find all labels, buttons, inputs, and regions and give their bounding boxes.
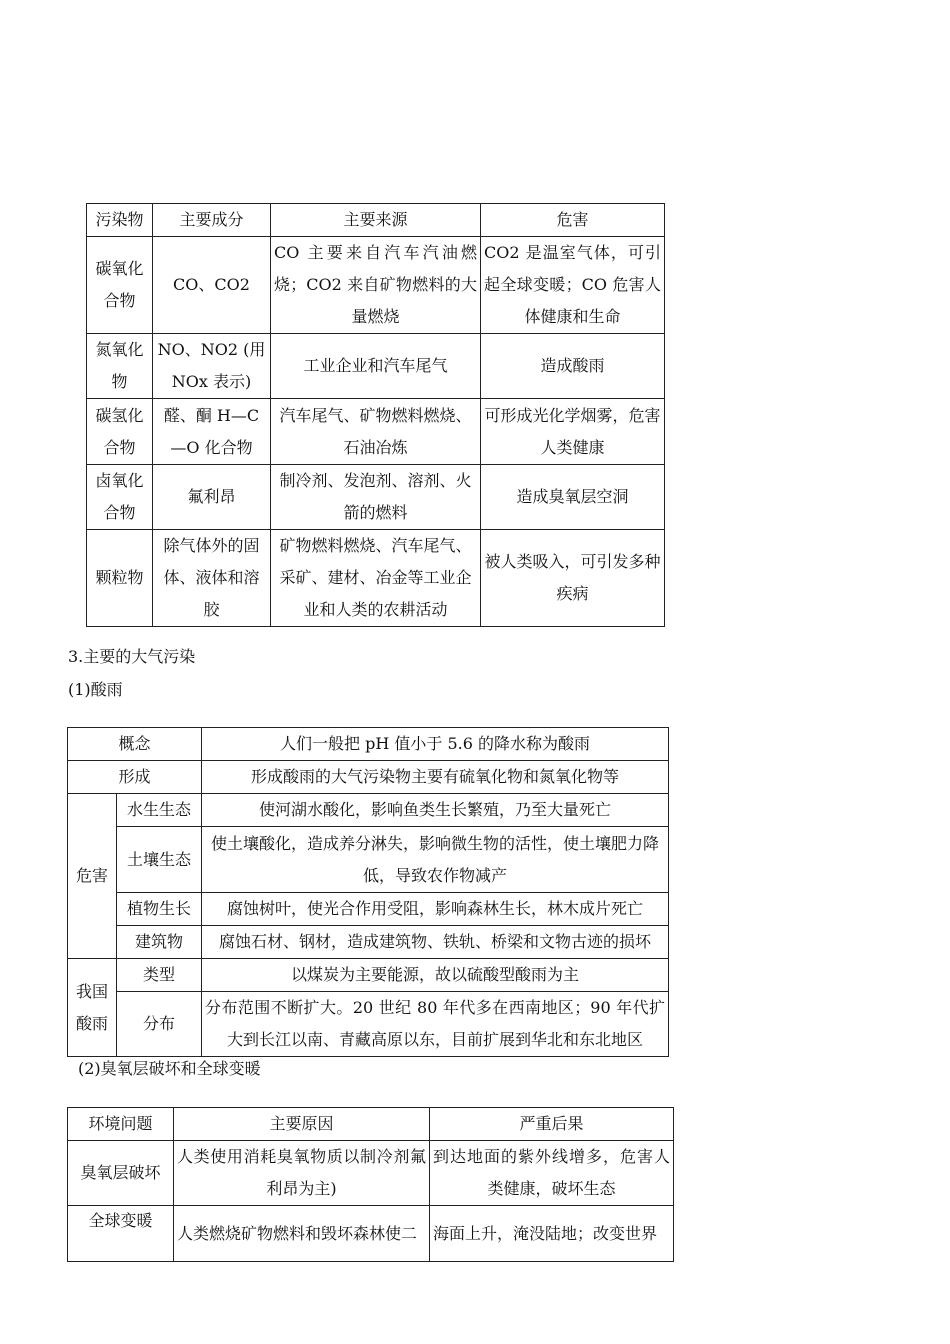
harm-cell: 被人类吸入，可引发多种疾病 xyxy=(481,530,665,627)
table-row xyxy=(68,728,669,761)
china-acid-rain-label: 我国酸雨 xyxy=(68,959,117,1057)
pollutant-table xyxy=(86,203,665,627)
source-cell: 制冷剂、发泡剂、溶剂、火箭的燃料 xyxy=(271,465,481,530)
distribution-text: 分布范围不断扩大。20 世纪 80 年代多在西南地区；90 年代扩大到长江以南、青藏高原以东，目前扩展到华北和东北地区 xyxy=(202,992,669,1057)
header-pollutant: 污染物 xyxy=(87,204,153,237)
table-row xyxy=(68,926,669,959)
harm-text: 腐蚀石材、钢材，造成建筑物、铁轨、桥梁和文物古迹的损坏 xyxy=(202,926,669,959)
harm-subcategory: 水生生态 xyxy=(117,794,202,827)
ozone-warming-table xyxy=(67,1107,674,1262)
issue-cell: 全球变暖 xyxy=(68,1206,174,1262)
component-cell: 除气体外的固体、液体和溶胶 xyxy=(153,530,271,627)
header-component: 主要成分 xyxy=(153,204,271,237)
pollutant-cell: 氮氧化物 xyxy=(87,334,153,399)
table-row xyxy=(87,399,665,465)
pollutant-cell: 颗粒物 xyxy=(87,530,153,627)
table-header-row xyxy=(87,204,665,237)
component-cell: NO、NO2 (用 NOx 表示) xyxy=(153,334,271,399)
header-effect: 严重后果 xyxy=(430,1108,674,1141)
harm-cell: 造成臭氧层空洞 xyxy=(481,465,665,530)
table-row xyxy=(87,237,665,334)
harm-cell: CO2 是温室气体，可引起全球变暖；CO 危害人体健康和生命 xyxy=(481,237,665,334)
formation-text: 形成酸雨的大气污染物主要有硫氧化物和氮氧化物等 xyxy=(202,761,669,794)
harm-subcategory: 植物生长 xyxy=(117,893,202,926)
component-cell: 氟利昂 xyxy=(153,465,271,530)
section-heading-major-pollution: 3.主要的大气污染 xyxy=(68,647,196,666)
subheading-acid-rain: (1)酸雨 xyxy=(68,680,123,699)
source-cell: 矿物燃料燃烧、汽车尾气、采矿、建材、冶金等工业企业和人类的农耕活动 xyxy=(271,530,481,627)
harm-cell: 可形成光化学烟雾，危害人类健康 xyxy=(481,399,665,465)
harm-label: 危害 xyxy=(68,794,117,959)
effect-cell: 海面上升，淹没陆地；改变世界 xyxy=(430,1206,674,1262)
table-row xyxy=(68,893,669,926)
subheading-ozone-warming: (2)臭氧层破坏和全球变暖 xyxy=(78,1059,261,1078)
component-cell: CO、CO2 xyxy=(153,237,271,334)
cause-cell: 人类使用消耗臭氧物质以制冷剂氟利昂为主) xyxy=(174,1141,430,1206)
source-cell: 汽车尾气、矿物燃料燃烧、石油冶炼 xyxy=(271,399,481,465)
issue-cell: 臭氧层破坏 xyxy=(68,1141,174,1206)
table-row xyxy=(87,530,665,627)
concept-text: 人们一般把 pH 值小于 5.6 的降水称为酸雨 xyxy=(202,728,669,761)
header-source: 主要来源 xyxy=(271,204,481,237)
harm-text: 使土壤酸化，造成养分淋失，影响微生物的活性，使土壤肥力降低，导致农作物减产 xyxy=(202,827,669,893)
formation-label: 形成 xyxy=(68,761,202,794)
type-label: 类型 xyxy=(117,959,202,992)
source-cell: CO 主要来自汽车汽油燃烧；CO2 来自矿物燃料的大量燃烧 xyxy=(271,237,481,334)
header-issue: 环境问题 xyxy=(68,1108,174,1141)
table-row xyxy=(87,465,665,530)
table-row xyxy=(68,827,669,893)
source-cell: 工业企业和汽车尾气 xyxy=(271,334,481,399)
acid-rain-table xyxy=(67,727,669,1057)
effect-cell: 到达地面的紫外线增多，危害人类健康，破坏生态 xyxy=(430,1141,674,1206)
table-row xyxy=(68,992,669,1057)
table-header-row xyxy=(68,1108,674,1141)
pollutant-cell: 碳氢化合物 xyxy=(87,399,153,465)
table-row xyxy=(68,1206,674,1262)
table-row xyxy=(68,761,669,794)
distribution-label: 分布 xyxy=(117,992,202,1057)
header-harm: 危害 xyxy=(481,204,665,237)
pollutant-cell: 碳氧化合物 xyxy=(87,237,153,334)
pollutant-cell: 卤氧化合物 xyxy=(87,465,153,530)
harm-cell: 造成酸雨 xyxy=(481,334,665,399)
type-text: 以煤炭为主要能源，故以硫酸型酸雨为主 xyxy=(202,959,669,992)
component-cell: 醛、酮 H—C—O 化合物 xyxy=(153,399,271,465)
header-cause: 主要原因 xyxy=(174,1108,430,1141)
harm-subcategory: 土壤生态 xyxy=(117,827,202,893)
harm-text: 使河湖水酸化，影响鱼类生长繁殖，乃至大量死亡 xyxy=(202,794,669,827)
table-row xyxy=(68,959,669,992)
table-row xyxy=(68,1141,674,1206)
concept-label: 概念 xyxy=(68,728,202,761)
cause-cell: 人类燃烧矿物燃料和毁坏森林使二 xyxy=(174,1206,430,1262)
table-row xyxy=(87,334,665,399)
table-row xyxy=(68,794,669,827)
harm-text: 腐蚀树叶，使光合作用受阻，影响森林生长，林木成片死亡 xyxy=(202,893,669,926)
harm-subcategory: 建筑物 xyxy=(117,926,202,959)
